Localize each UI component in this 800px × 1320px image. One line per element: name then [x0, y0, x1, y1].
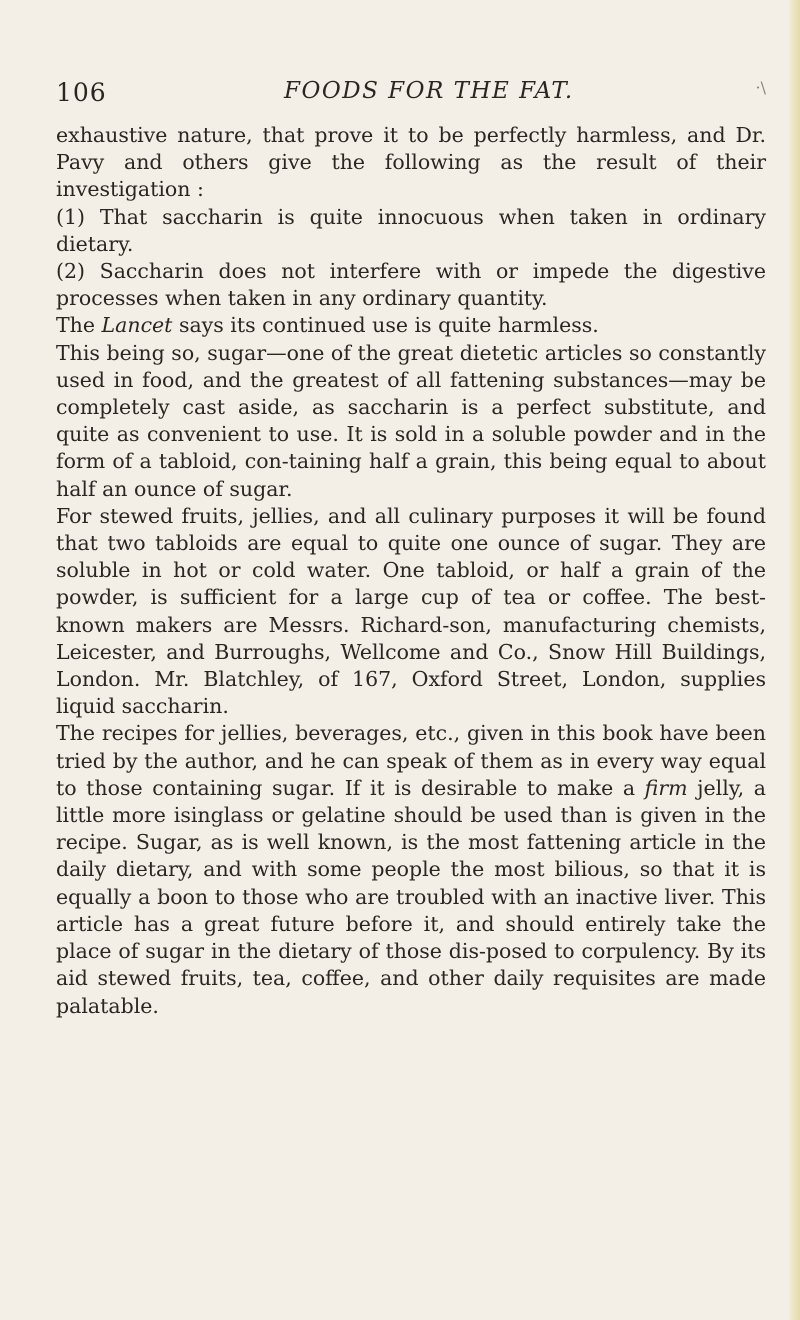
corner-mark: ·\	[755, 78, 766, 97]
paragraph-4-pre: The	[56, 313, 102, 338]
paragraph-5: This being so, sugar—one of the great dietetic articles so constantly used in food, and the greatest of all fattening substances—may be completely cast aside, as saccharin is a perfect substitute, and quite as convenient to use. It is sold in a soluble powder and in the form of a tabloid, con-taining half a grain, this being equal to about half an ounce of sugar.	[56, 340, 766, 501]
paragraph-4-post: says its continued use is quite harmless.	[172, 313, 599, 338]
paragraph-4	[56, 312, 766, 339]
body-text	[56, 122, 766, 1020]
lancet-italic: Lancet	[101, 313, 173, 338]
page-number: 106	[56, 78, 107, 107]
running-title: FOODS FOR THE FAT.	[284, 78, 574, 104]
paragraph-3: (2) Saccharin does not interfere with or impede the digestive processes when taken in any ordinary quantity.	[56, 259, 766, 311]
paragraph-1: exhaustive nature, that prove it to be perfectly harmless, and Dr. Pavy and others give the following as the result of their investigation :	[56, 123, 766, 202]
paragraph-6: For stewed fruits, jellies, and all culinary purposes it will be found that two tabloids are equal to quite one ounce of sugar. They are soluble in hot or cold water. One tabloid, or half a grain of the powder, is sufficient for a large cup of tea or coffee. The best-known makers are Messrs. Richard-son, manufacturing chemists, Leicester, and Burroughs, Wellcome and Co., Snow Hill Buildings, London. Mr. Blatchley, of 167, Oxford Street, London, supplies liquid saccharin.	[56, 503, 766, 719]
page-header	[56, 78, 766, 108]
paragraph-7	[56, 720, 766, 1019]
page-edge-shading	[788, 0, 800, 1320]
paragraph-7-pre: The recipes for jellies, beverages, etc., given in this book have been tried by the author, and he can speak of them as in every way equal to those containing sugar. If it is desirable to make a	[56, 721, 766, 800]
paragraph-2: (1) That saccharin is quite innocuous when taken in ordinary dietary.	[56, 204, 766, 256]
paragraph-7-post: jelly, a little more isinglass or gelatine should be used than is given in the recipe. Sugar, as is well known, is the most fattening article in the daily dietary, and with some people the most bilious, so that it is equally a boon to those who are troubled with an inactive liver. This article has a great future before it, and should entirely take the place of sugar in the dietary of those dis-posed to corpulency. By its aid stewed fruits, tea, coffee, and other daily requisites are made palatable.	[56, 775, 766, 1018]
firm-italic: firm	[644, 775, 688, 800]
